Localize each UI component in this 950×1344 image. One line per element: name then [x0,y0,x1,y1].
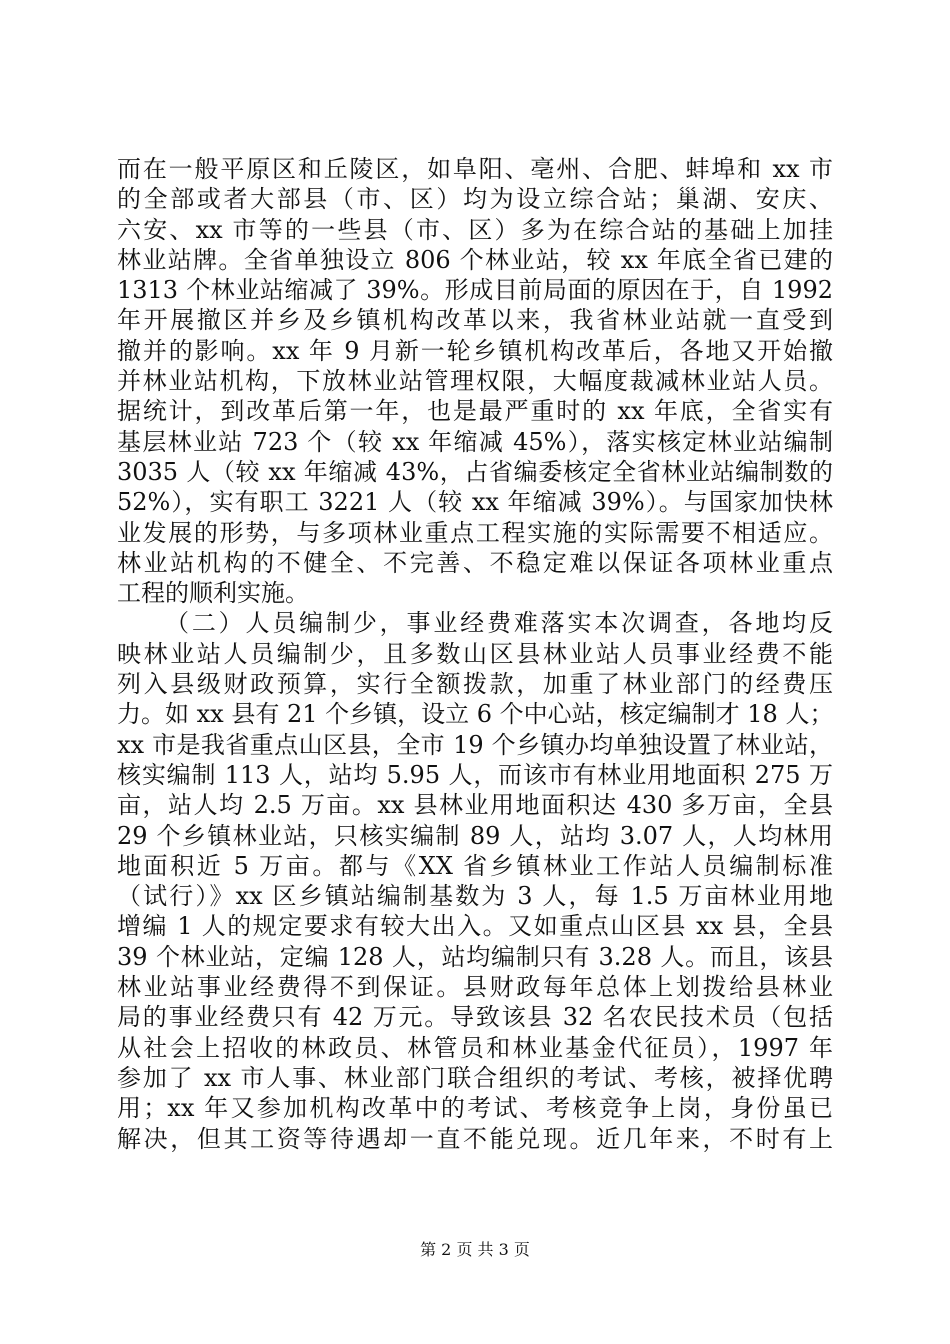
text-line: 1313 个林业站缩减了 39%。形成目前局面的原因在于，自 1992 [117,276,833,305]
page-number-label: 第 2 页 共 3 页 [420,1240,530,1259]
text-line: 地面积近 5 万亩。都与《XX 省乡镇林业工作站人员编制标准 [117,851,833,880]
text-line: 林业站牌。全省单独设立 806 个林业站，较 xx 年底全省已建的 [117,245,833,274]
text-line: 林业站事业经费得不到保证。县财政每年总体上划拨给县林业 [117,973,833,1002]
text-line: 52%），实有职工 3221 人（较 xx 年缩减 39%）。与国家加快林 [117,488,833,517]
page-footer [0,1240,950,1260]
text-line: 撤并的影响。xx 年 9 月新一轮乡镇机构改革后，各地又开始撤 [117,336,833,365]
text-line: 的全部或者大部县（市、区）均为设立综合站；巢湖、安庆、 [117,185,833,214]
paragraph-last-line: 工程的顺利实施。 [117,579,309,608]
text-line: 3035 人（较 xx 年缩减 43%，占省编委核定全省林业站编制数的 [117,457,833,486]
text-line: 局的事业经费只有 42 万元。导致该县 32 名农民技术员（包括 [117,1003,833,1032]
text-line: 39 个林业站，定编 128 人，站均编制只有 3.28 人。而且，该县 [117,942,833,971]
text-line: 亩，站人均 2.5 万亩。xx 县林业用地面积达 430 多万亩，全县 [117,791,833,820]
text-line: 林业站机构的不健全、不完善、不稳定难以保证各项林业重点 [117,548,833,577]
text-line: 列入县级财政预算，实行全额拨款，加重了林业部门的经费压 [117,670,833,699]
section-heading-line: （二）人员编制少，事业经费难落实本次调查，各地均反 [165,609,833,638]
text-line: 年开展撤区并乡及乡镇机构改革以来，我省林业站就一直受到 [117,306,833,335]
text-line: 基层林业站 723 个（较 xx 年缩减 45%），落实核定林业站编制 [117,427,833,456]
text-line: 增编 1 人的规定要求有较大出入。又如重点山区县 xx 县，全县 [117,912,833,941]
body-text [117,154,833,1154]
text-line: 业发展的形势，与多项林业重点工程实施的实际需要不相适应。 [117,518,833,547]
text-line: 据统计，到改革后第一年，也是最严重时的 xx 年底，全省实有 [117,397,833,426]
text-line: 29 个乡镇林业站，只核实编制 89 人，站均 3.07 人，人均林用 [117,821,833,850]
text-line: 参加了 xx 市人事、林业部门联合组织的考试、考核，被择优聘 [117,1063,833,1092]
text-line: 而在一般平原区和丘陵区，如阜阳、亳州、合肥、蚌埠和 xx 市 [117,155,833,183]
text-line: xx 市是我省重点山区县，全市 19 个乡镇办均单独设置了林业站， [117,730,833,759]
text-line: 解决，但其工资等待遇却一直不能兑现。近几年来，不时有上 [117,1124,833,1153]
text-line: 力。如 xx 县有 21 个乡镇，设立 6 个中心站，核定编制才 18 人； [117,700,834,729]
text-line: （试行）》xx 区乡镇站编制基数为 3 人，每 1.5 万亩林业用地 [117,882,833,911]
text-line: 从社会上招收的林政员、林管员和林业基金代征员），1997 年 [117,1033,833,1062]
text-line: 核实编制 113 人，站均 5.95 人，而该市有林业用地面积 275 万 [117,760,833,789]
text-line: 映林业站人员编制少，且多数山区县林业站人员事业经费不能 [117,639,833,668]
text-line: 并林业站机构，下放林业站管理权限，大幅度裁减林业站人员。 [117,367,833,396]
text-line: 六安、xx 市等的一些县（市、区）多为在综合站的基础上加挂 [117,215,833,244]
text-line: 用；xx 年又参加机构改革中的考试、考核竞争上岗，身份虽已 [117,1094,833,1123]
